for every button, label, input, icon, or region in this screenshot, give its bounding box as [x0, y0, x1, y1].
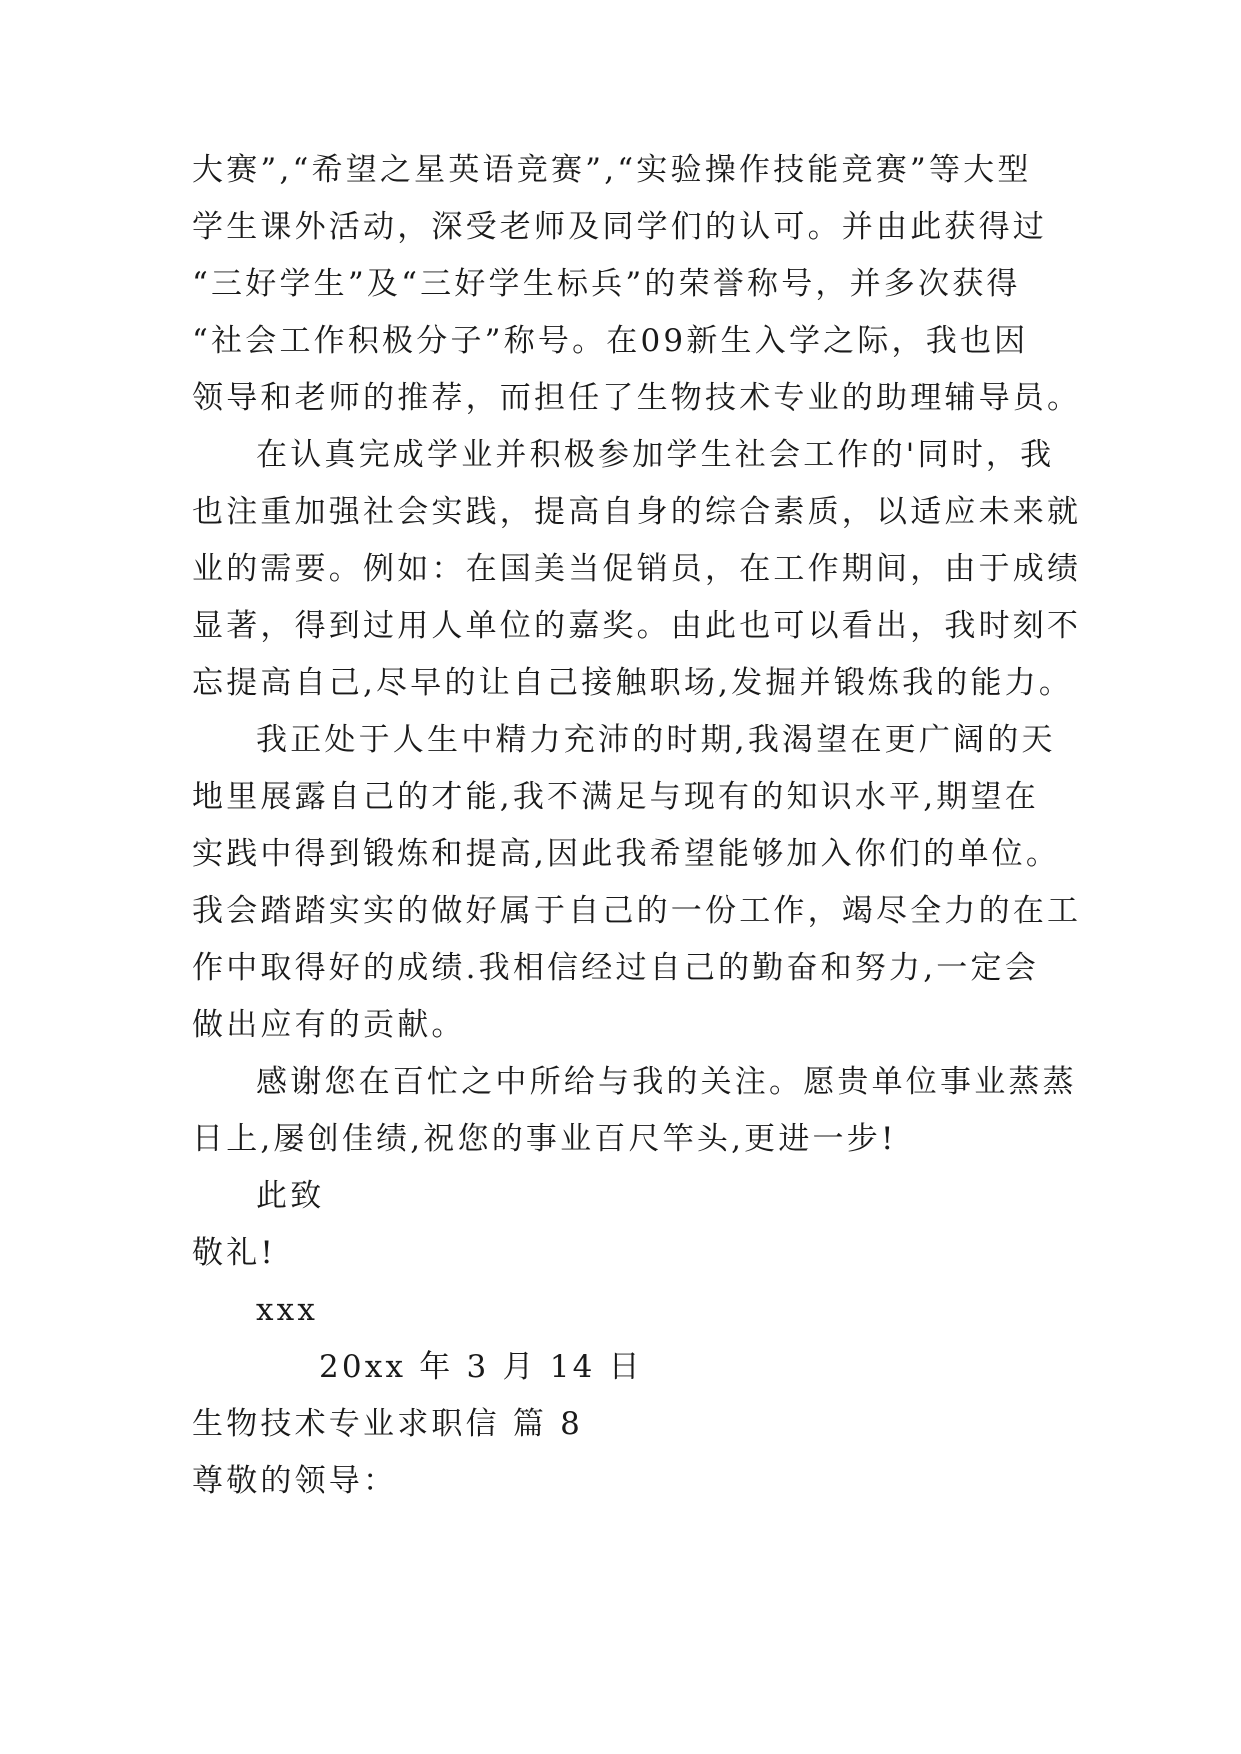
- signature-name: xxx: [256, 1292, 319, 1328]
- body-line: 我会踏踏实实的做好属于自己的一份工作，竭尽全力的在工: [192, 893, 1082, 929]
- body-line: 日上,屡创佳绩,祝您的事业百尺竿头,更进一步!: [192, 1121, 897, 1157]
- paragraph-start-line: 我正处于人生中精力充沛的时期,我渴望在更广阔的天: [256, 722, 1056, 758]
- body-line: 学生课外活动，深受老师及同学们的认可。并由此获得过: [192, 209, 1047, 245]
- paragraph-start-line: 在认真完成学业并积极参加学生社会工作的'同时，我: [256, 437, 1055, 473]
- paragraph-start-line: 感谢您在百忙之中所给与我的关注。愿贵单位事业蒸蒸: [256, 1064, 1077, 1100]
- body-line: 地里展露自己的才能,我不满足与现有的知识水平,期望在: [192, 779, 1039, 815]
- body-line: 做出应有的贡献。: [192, 1007, 466, 1043]
- body-line: “三好学生”及“三好学生标兵”的荣誉称号，并多次获得: [192, 266, 1021, 302]
- body-line: 大赛”,“希望之星英语竞赛”,“实验操作技能竞赛”等大型: [192, 152, 1032, 188]
- body-line: 领导和老师的推荐，而担任了生物技术专业的助理辅导员。: [192, 380, 1082, 416]
- closing-regards: 敬礼!: [192, 1235, 277, 1271]
- body-line: “社会工作积极分子”称号。在09新生入学之际，我也因: [192, 323, 1029, 359]
- closing-salutation: 此致: [256, 1178, 325, 1214]
- greeting-line: 尊敬的领导：: [192, 1463, 398, 1499]
- body-line: 也注重加强社会实践，提高自身的综合素质，以适应未来就: [192, 494, 1082, 530]
- body-line: 实践中得到锻炼和提高,因此我希望能够加入你们的单位。: [192, 836, 1061, 872]
- body-line: 忘提高自己,尽早的让自己接触职场,发掘并锻炼我的能力。: [192, 665, 1074, 701]
- body-line: 业的需要。例如：在国美当促销员，在工作期间，由于成绩: [192, 551, 1082, 587]
- body-line: 作中取得好的成绩.我相信经过自己的勤奋和努力,一定会: [192, 950, 1039, 986]
- body-line: 显著，得到过用人单位的嘉奖。由此也可以看出，我时刻不: [192, 608, 1082, 644]
- section-heading: 生物技术专业求职信 篇 8: [192, 1406, 584, 1442]
- letter-date: 20xx 年 3 月 14 日: [319, 1349, 643, 1385]
